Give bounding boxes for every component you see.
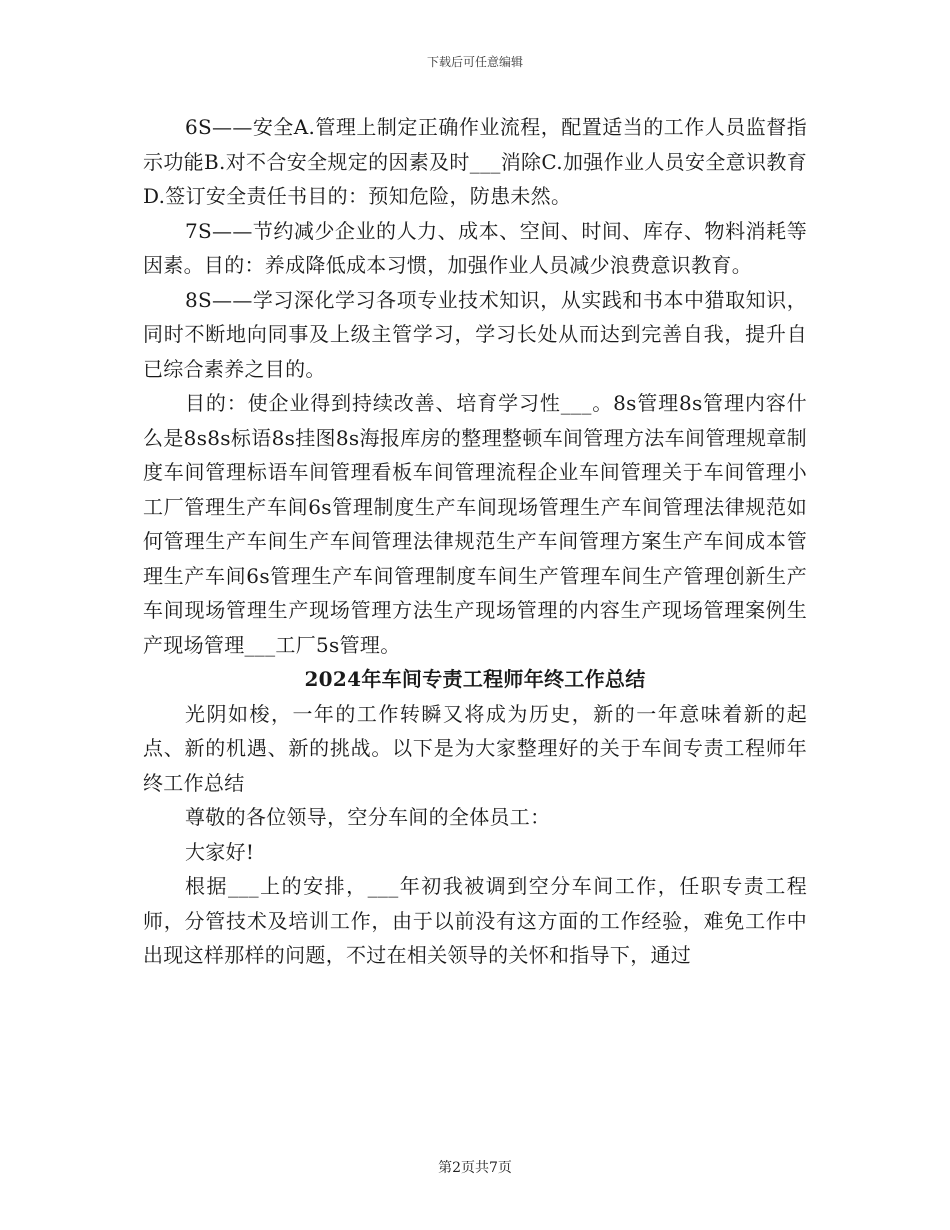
page-header-note: 下载后可任意编辑 [426,55,523,69]
paragraph-intro: 光阴如梭，一年的工作转瞬又将成为历史，新的一年意味着新的起点、新的机遇、新的挑战。以下是为大家整理好的关于车间专责工程师年终工作总结 [143,701,807,795]
paragraph-greeting: 大家好! [185,839,255,864]
paragraph-7s: 7S——节约减少企业的人力、成本、空间、时间、库存、物料消耗等因素。目的：养成降低成本习惯，加强作业人员减少浪费意识教育。 [143,218,807,277]
paragraph-salutation: 尊敬的各位领导，空分车间的全体员工： [185,805,551,829]
section-title: 2024年车间专责工程师年终工作总结 [304,667,646,691]
paragraph-8s: 8S——学习深化学习各项专业技术知识，从实践和书本中猎取知识，同时不断地向同事及上级主管学习，学习长处从而达到完善自我，提升自已综合素养之目的。 [143,287,807,381]
paragraph-6s: 6S——安全A.管理上制定正确作业流程，配置适当的工作人员监督指示功能B.对不合安全规定的因素及时___消除C.加强作业人员安全意识教育D.签订安全责任书目的：预知危险，防患未然。 [143,115,807,208]
page-number: 第2页共7页 [438,1160,512,1176]
document-body [143,110,807,973]
paragraph-purpose: 目的：使企业得到持续改善、培育学习性___。8s管理8s管理内容什么是8s8s标语8s挂图8s海报库房的整理整顿车间管理方法车间管理规章制度车间管理标语车间管理看板车间管理流程企业车间管理关于车间管理小工厂管理生产车间6s管理制度生产车间现场管理生产车间管理法律规范如何管理生产车间生产车间管理法律规范生产车间管理方案生产车间成本管理生产车间6s管理生产车间管理制度车间生产管理车间生产管理创新生产车间现场管理生产现场管理方法生产现场管理的内容生产现场管理案例生产现场管理___工厂5s管理。 [143,391,807,657]
paragraph-body: 根据___上的安排，___年初我被调到空分车间工作，任职专责工程师，分管技术及培训工作，由于以前没有这方面的工作经验，难免工作中出现这样那样的问题，不过在相关领导的关怀和指导下，通过 [143,874,807,967]
